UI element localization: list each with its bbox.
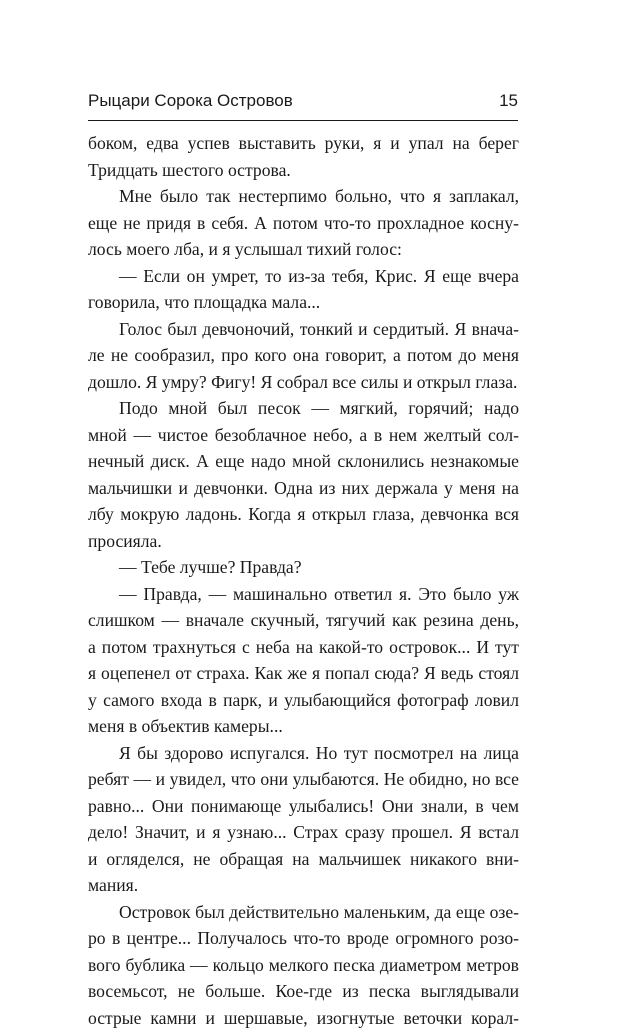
- text-line: Я бы здорово испугался. Но тут посмотрел на лица: [88, 740, 519, 767]
- text-line: и огляделся, не обращая на мальчишек никакого вни-: [88, 846, 519, 873]
- text-line: — Тебе лучше? Правда?: [88, 554, 519, 581]
- text-line: боком, едва успев выставить руки, я и упал на берег: [88, 130, 519, 157]
- text-line: — Правда, — машинально ответил я. Это было уж: [88, 581, 519, 608]
- text-line: дошло. Я умру? Фигу! Я собрал все силы и открыл глаза.: [88, 369, 519, 396]
- running-header: [88, 89, 518, 113]
- text-line: просияла.: [88, 528, 519, 555]
- text-line: еще не придя в себя. А потом что-то прохладное коснy-: [88, 210, 519, 237]
- header-rule: [88, 120, 518, 121]
- text-line: ребят — и увидел, что они улыбаются. Не обидно, но все: [88, 766, 519, 793]
- text-line: Островок был действительно маленьким, да еще озе-: [88, 899, 519, 926]
- text-line: говорила, что площадка мала...: [88, 289, 519, 316]
- text-line: равно... Они понимающе улыбались! Они знали, в чем: [88, 793, 519, 820]
- text-line: нечный диск. А еще надо мной склонились незнакомые: [88, 448, 519, 475]
- text-line: Тридцать шестого острова.: [88, 157, 519, 184]
- text-line: лбу мокрую ладонь. Когда я открыл глаза, девчонка вся: [88, 501, 519, 528]
- text-line: острые камни и шершавые, изогнутые веточки корал-: [88, 1005, 519, 1031]
- text-line: Голос был девчоночий, тонкий и сердитый. Я внача-: [88, 316, 519, 343]
- text-line: меня в объектив камеры...: [88, 713, 519, 740]
- page-number: 15: [499, 89, 518, 113]
- text-line: восемьсот, не больше. Кое-где из песка выглядывали: [88, 978, 519, 1005]
- text-line: мной — чистое безоблачное небо, а в нем желтый сол-: [88, 422, 519, 449]
- text-line: Подо мной был песок — мягкий, горячий; надо: [88, 395, 519, 422]
- text-line: ро в центре... Получалось что-то вроде огромного розо-: [88, 925, 519, 952]
- text-line: Мне было так нестерпимо больно, что я заплакал,: [88, 183, 519, 210]
- book-title: Рыцари Сорока Островов: [88, 89, 293, 113]
- text-line: — Если он умрет, то из-за тебя, Крис. Я еще вчера: [88, 263, 519, 290]
- text-line: вого бублика — кольцо мелкого песка диаметром метров: [88, 952, 519, 979]
- text-line: слишком — вначале скучный, тягучий как резина день,: [88, 607, 519, 634]
- text-line: а потом трахнуться с неба на какой-то островок... И тут: [88, 634, 519, 661]
- text-line: мания.: [88, 872, 519, 899]
- body-text: [88, 130, 519, 1031]
- text-line: у самого входа в парк, и улыбающийся фотограф ловил: [88, 687, 519, 714]
- text-line: я оцепенел от страха. Как же я попал сюда? Я ведь стоял: [88, 660, 519, 687]
- text-line: лось моего лба, и я услышал тихий голос:: [88, 236, 519, 263]
- text-line: дело! Значит, и я узнаю... Страх сразу прошел. Я встал: [88, 819, 519, 846]
- text-line: мальчишки и девчонки. Одна из них держала у меня на: [88, 475, 519, 502]
- text-line: ле не сообразил, про кого она говорит, а потом до меня: [88, 342, 519, 369]
